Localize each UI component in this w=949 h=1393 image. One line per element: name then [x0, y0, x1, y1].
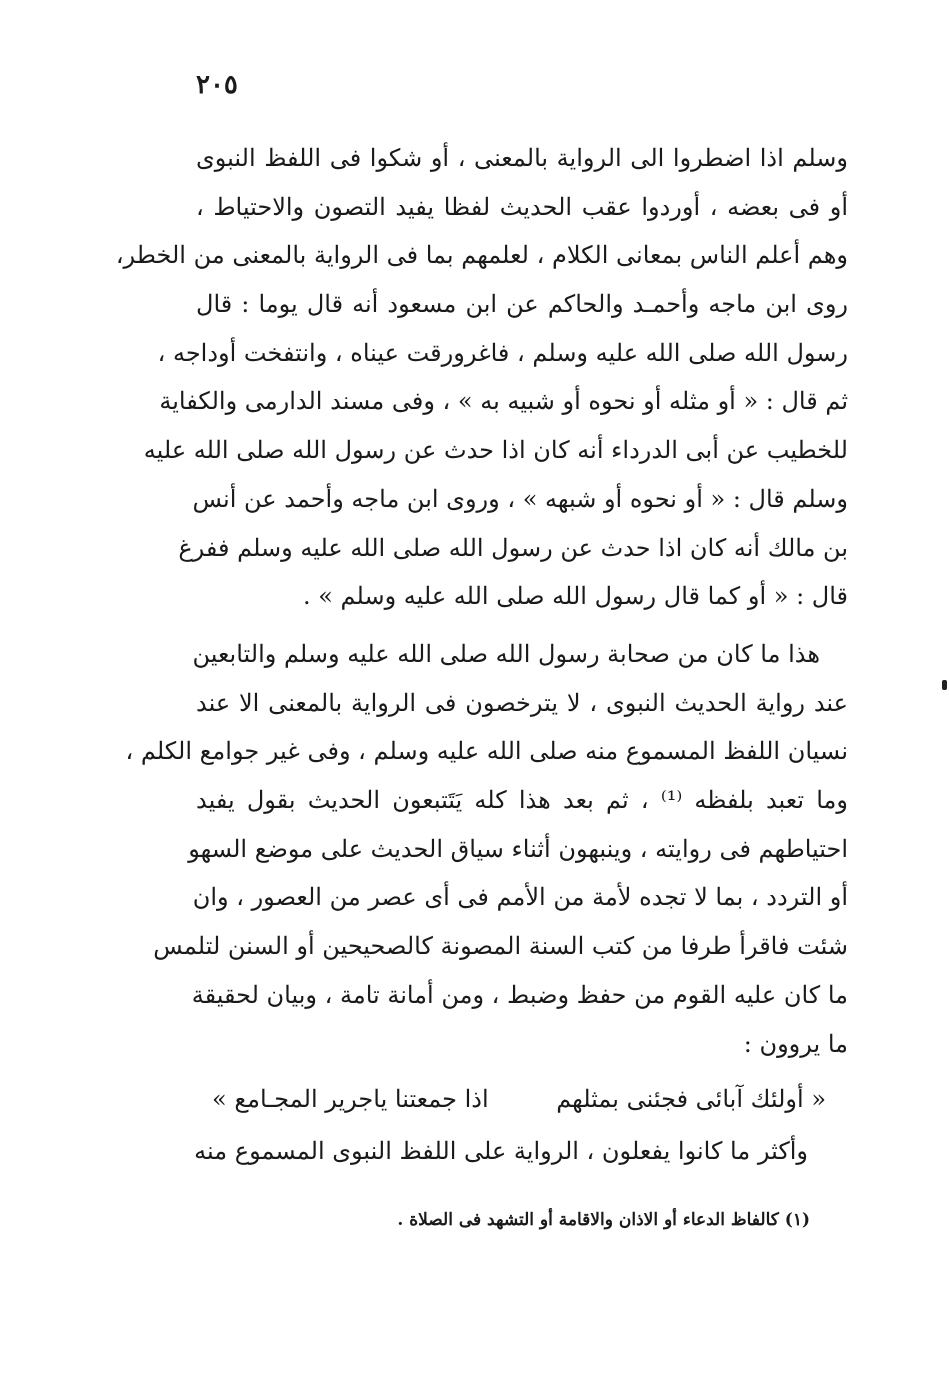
text-line: بن مالك أنه كان اذا حدث عن رسول الله صلى الله عليه وسلم ففرغ	[178, 533, 848, 562]
footnote: (١) كالفاظ الدعاء أو الاذان والاقامة أو التشهد فى الصلاة .	[397, 1210, 810, 1230]
text-line: أو التردد ، بما لا تجده لأمة من الأمم فى أى عصر من العصور ، وان	[192, 883, 848, 912]
closing-line	[196, 1127, 808, 1176]
text-line: رسول الله صلى الله عليه وسلم ، فاغرورقت عيناه ، وانتفخت أوداجه ،	[157, 338, 848, 367]
text-line: وهم أعلم الناس بمعانى الكلام ، لعلمهم بما فى الرواية بالمعنى من الخطر،	[115, 241, 848, 270]
poetry-verse	[212, 1075, 826, 1123]
paragraph-1	[115, 134, 848, 621]
verse-first-hemistich: « أولئك آبائى فجئنى بمثلهم	[556, 1085, 826, 1113]
verse-second-hemistich: اذا جمعتنا ياجرير المجـامع »	[212, 1085, 489, 1113]
text-line: أو فى بعضه ، أوردوا عقب الحديث لفظا يفيد التصون والاحتياط ،	[196, 192, 848, 221]
text-line: روى ابن ماجه وأحمـد والحاكم عن ابن مسعود أنه قال يوما : قال	[196, 290, 848, 319]
text-line: ثم قال : « أو مثله أو نحوه أو شبيه به » ، وفى مسند الدارمى والكفاية	[159, 387, 848, 416]
page-edge-mark	[942, 680, 947, 690]
text-line: ما كان عليه القوم من حفظ وضبط ، ومن أمانة تامة ، وبيان لحقيقة	[191, 980, 848, 1009]
text-line: قال : « أو كما قال رسول الله صلى الله عليه وسلم » .	[302, 582, 848, 611]
text-line: للخطيب عن أبى الدرداء أنه كان اذا حدث عن رسول الله صلى الله عليه	[143, 436, 848, 465]
text-line: وسلم اذا اضطروا الى الرواية بالمعنى ، أو شكوا فى اللفظ النبوى	[196, 144, 848, 172]
text-line: شئت فاقرأ طرفا من كتب السنة المصونة كالصحيحين أو السنن لتلمس	[153, 932, 848, 961]
text-line: هذا ما كان من صحابة رسول الله صلى الله عليه وسلم والتابعين	[192, 640, 820, 668]
text-line: وسلم قال : « أو نحوه أو شبهه » ، وروى ابن ماجه وأحمد عن أنس	[192, 484, 848, 513]
page-number: ٢٠٥	[196, 70, 238, 100]
text-line: نسيان اللفظ المسموع منه صلى الله عليه وسلم ، وفى غير جوامع الكلم ،	[125, 737, 848, 766]
text-line: عند رواية الحديث النبوى ، لا يترخصون فى الرواية بالمعنى الا عند	[196, 688, 848, 717]
text-line: ما يروون :	[743, 1029, 848, 1058]
text-line: وأكثر ما كانوا يفعلون ، الرواية على اللفظ النبوى المسموع منه	[194, 1137, 808, 1165]
text-line: احتياطهم فى روايته ، وينبهون أثناء سياق الحديث على موضع السهو	[188, 834, 848, 863]
text-line: وما تعبد بلفظه ⁽¹⁾ ، ثم بعد هذا كله يَتَتبعون الحديث بقول يفيد	[196, 786, 848, 815]
paragraph-2	[125, 630, 848, 1068]
